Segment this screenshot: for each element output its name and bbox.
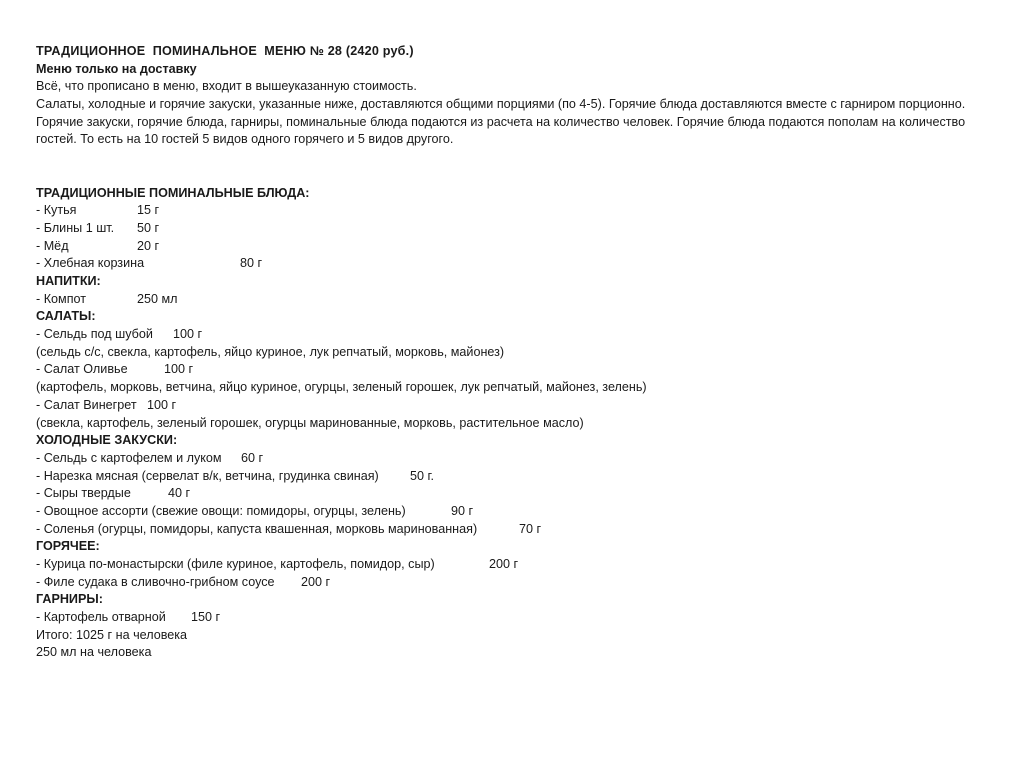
item-amount: 70 г	[519, 521, 542, 536]
item-name: - Блины 1 шт.	[36, 220, 115, 235]
menu-item	[36, 361, 996, 379]
item-name: - Сыры твердые	[36, 486, 131, 501]
item-amount: 90 г	[451, 503, 474, 518]
item-amount: 150 г	[191, 610, 221, 625]
item-ingredients: (картофель, морковь, ветчина, яйцо куриное, огурцы, зеленый горошек, лук репчатый, майонез, зелень)	[36, 380, 647, 395]
section-heading-salads: САЛАТЫ:	[36, 309, 96, 324]
item-name: - Курица по-монастырски (филе куриное, картофель, помидор, сыр)	[36, 557, 435, 571]
section-heading-traditional: ТРАДИЦИОННЫЕ ПОМИНАЛЬНЫЕ БЛЮДА:	[36, 185, 310, 200]
item-amount: 40 г	[168, 486, 191, 501]
item-name: - Нарезка мясная (сервелат в/к, ветчина, грудинка свиная)	[36, 468, 379, 483]
menu-item	[36, 503, 996, 521]
item-name: - Соленья (огурцы, помидоры, капуста квашенная, морковь маринованная)	[36, 521, 478, 536]
menu-item	[36, 255, 996, 273]
item-amount: 200 г	[301, 574, 331, 589]
item-name: - Компот	[36, 291, 87, 306]
item-amount: 80 г	[240, 256, 263, 271]
item-amount: 100 г	[147, 397, 177, 412]
item-amount: 20 г	[137, 238, 160, 253]
menu-item	[36, 468, 996, 486]
menu-item	[36, 609, 996, 627]
menu-item	[36, 485, 996, 503]
item-amount: 250 мл	[137, 291, 178, 306]
item-name: - Мёд	[36, 238, 69, 253]
item-name: - Филе судака в сливочно-грибном соусе	[36, 574, 275, 589]
section-heading-cold: ХОЛОДНЫЕ ЗАКУСКИ:	[36, 433, 178, 448]
menu-item	[36, 574, 996, 592]
spacer	[36, 149, 996, 184]
item-name: - Картофель отварной	[36, 610, 166, 625]
item-ingredients: (сельдь с/с, свекла, картофель, яйцо куриное, лук репчатый, морковь, майонез)	[36, 344, 505, 359]
menu-subtitle: Меню только на доставку	[36, 61, 197, 76]
menu-item	[36, 397, 996, 415]
menu-document	[36, 43, 996, 662]
menu-title: ТРАДИЦИОННОЕ ПОМИНАЛЬНОЕ МЕНЮ № 28 (2420 руб.)	[36, 44, 414, 58]
menu-item	[36, 556, 996, 574]
item-name: - Салат Винегрет	[36, 397, 137, 412]
item-amount: 100 г	[164, 362, 194, 377]
intro-paragraph-2: Салаты, холодные и горячие закуски, указанные ниже, доставляются общими порциями (по 4-5). Горячие блюда доставляются вместе с гарниром порционно. Горячие закуски, горячие блюда, гарниры, поминальные блюда подаются из расчета на количество человек. Горячие блюда подаются пополам на количество гостей. То есть на 10 гостей 5 видов одного горячего и 5 видов другого.	[36, 97, 966, 147]
item-name: - Сельдь под шубой	[36, 327, 153, 342]
menu-item	[36, 326, 996, 344]
item-name: - Салат Оливье	[36, 362, 128, 377]
item-amount: 50 г	[137, 220, 160, 235]
item-ingredients: (свекла, картофель, зеленый горошек, огурцы маринованные, морковь, растительное масло)	[36, 415, 584, 430]
item-name: - Хлебная корзина	[36, 256, 145, 271]
item-name: - Овощное ассорти (свежие овощи: помидоры, огурцы, зелень)	[36, 503, 406, 518]
menu-item	[36, 238, 996, 256]
intro-paragraph-1: Всё, что прописано в меню, входит в вышеуказанную стоимость.	[36, 79, 417, 94]
total-weight: Итого: 1025 г на человека	[36, 627, 188, 642]
item-name: - Кутья	[36, 203, 77, 218]
menu-item	[36, 450, 996, 468]
menu-item	[36, 521, 996, 539]
item-amount: 15 г	[137, 203, 160, 218]
section-heading-hot: ГОРЯЧЕЕ:	[36, 539, 100, 554]
section-heading-garnish: ГАРНИРЫ:	[36, 592, 103, 607]
menu-item	[36, 202, 996, 220]
item-amount: 60 г	[241, 450, 264, 465]
menu-item	[36, 220, 996, 238]
menu-item	[36, 291, 996, 309]
item-name: - Сельдь с картофелем и луком	[36, 450, 222, 465]
item-amount: 100 г	[173, 327, 203, 342]
item-amount: 200 г	[489, 557, 519, 571]
section-heading-drinks: НАПИТКИ:	[36, 274, 101, 288]
item-amount: 50 г.	[410, 468, 435, 483]
total-volume: 250 мл на человека	[36, 645, 152, 660]
